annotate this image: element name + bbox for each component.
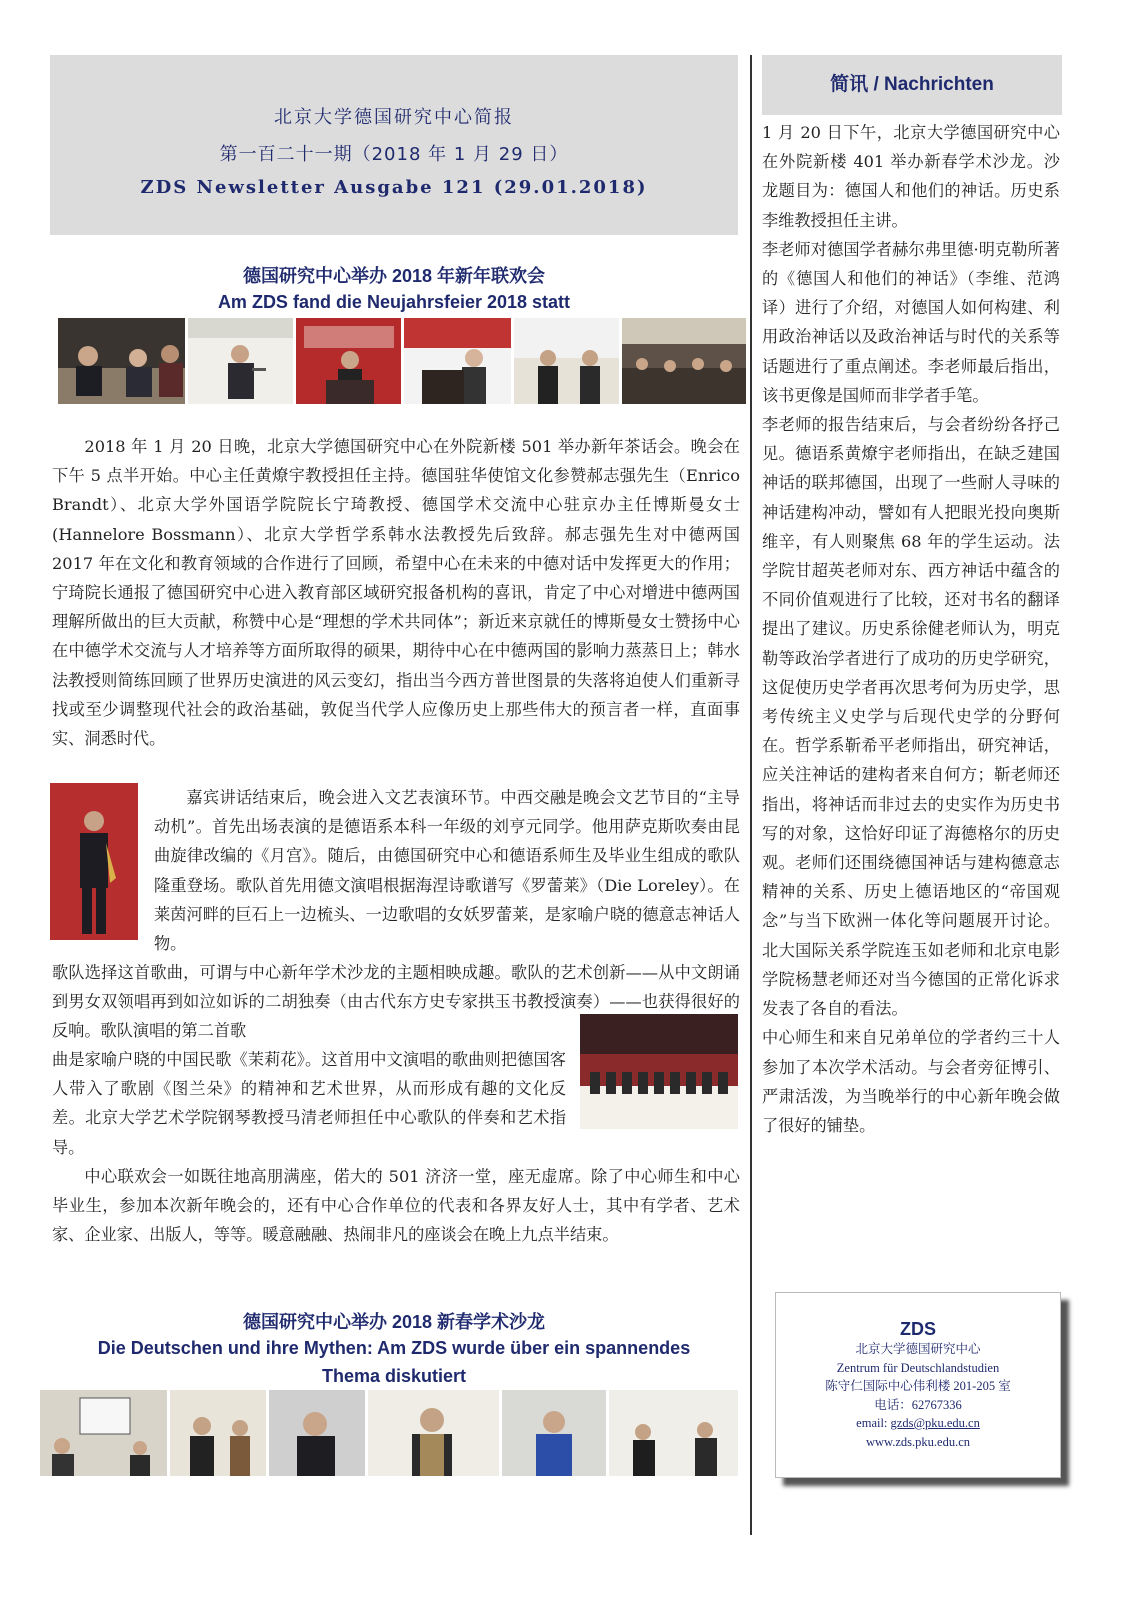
article1-paragraph-1: 2018 年 1 月 20 日晚，北京大学德国研究中心在外院新楼 501 举办新年茶话会。晚会在下午 5 点半开始。中心主任黄燎宇教授担任主持。德国驻华使馆文化参赞郝志强先生（Enrico Brandt）、北京大学外国语学院院长宁琦教授、德国学术交流中心驻京办主任博斯曼女士(Hannelore Bossmann）、北京大学哲学系韩水法教授先后致辞。郝志强先生对中德两国 2017 年在文化和教育领域的合作进行了回顾，希望中心在未来的中德对话中发挥更大的作用；宁琦院长通报了德国研究中心进入教育部区域研究报备机构的喜讯，肯定了中心对增进中德两国理解所做出的巨大贡献，称赞中心是“理想的学术共同体”；新近来京就任的博斯曼女士赞扬中心在中德学术交流与人才培养等方面所取得的硕果，期待中心在中德两国的影响力蒸蒸日上；韩水法教授则简练回顾了世界历史演进的风云变幻，指出当今西方普世图景的失落将迫使人们重新寻找或至少调整现代社会的政治基础，敦促当代学人应像历史上那些伟大的预言者一样，直面事实、洞悉时代。: [52, 437, 740, 749]
contact-address: 陈守仁国际中心伟利楼 201-205 室: [825, 1379, 1011, 1393]
article1-paragraph-3: 中心联欢会一如既往地高朋满座，偌大的 501 济济一堂，座无虚席。除了中心师生和中心毕业生，参加本次新年晚会的，还有中心合作单位的代表和各界友好人士，其中有学者、艺术家、企业家、出版人，等等。暖意融融、热闹非凡的座谈会在晚上九点半结束。: [52, 1167, 740, 1245]
photo-banquet-room: [622, 318, 746, 404]
article2-title-de-line1: Die Deutschen und ihre Mythen: Am ZDS wurde über ein spannendes: [97, 1338, 691, 1358]
sidebar-paragraph: 中心师生和来自兄弟单位的学者约三十人参加了本次学术活动。与会者旁征博引、严肃活泼，为当晚举行的中心新年晚会做了很好的铺垫。: [762, 1028, 1060, 1135]
sidebar-paragraph: 李老师对德国学者赫尔弗里德·明克勒所著的《德国人和他们的神话》（李维、范鸿译）进行了介绍，对德国人如何构建、利用政治神话以及政治神话与时代的关系等话题进行了重点阐述。李老师最后指出，该书更像是国师而非学者手笔。: [762, 239, 1060, 405]
article1-title-de: Am ZDS fand die Neujahrsfeier 2018 statt: [217, 292, 571, 312]
photo-saxophone-player: [50, 783, 138, 940]
contact-email-link[interactable]: gzds@pku.edu.cn: [890, 1416, 980, 1430]
contact-website-link[interactable]: www.zds.pku.edu.cn: [865, 1434, 971, 1449]
column-divider: [750, 55, 752, 1535]
masthead-title-cn: 北京大学德国研究中心简报: [274, 107, 514, 128]
article1-title-cn: 德国研究中心举办 2018 年新年联欢会: [242, 266, 546, 286]
article2-title-cn: 德国研究中心举办 2018 新春学术沙龙: [242, 1312, 546, 1332]
sidebar-paragraph: 李老师的报告结束后，与会者纷纷各抒己见。德语系黄燎宇老师指出，在缺乏建国神话的联邦德国，出现了一些耐人寻味的神话建构冲动，譬如有人把眼光投向奥斯维辛，有人则聚焦 68 年的学生运动。法学院甘超英老师对东、西方神话中蕴含的不同价值观进行了比较，还对书名的翻译提出了建议。历史系徐健老师认为，明克勒等政治学者进行了成功的历史学研究，这促使历史学者再次思考何为历史学，思考传统主义史学与后现代史学的分野何在。哲学系靳希平老师指出，研究神话，应关注神话的建构者来自何方；靳老师还指出，将神话而非过去的史实作为历史书写的对象，这恰好印证了海德格尔的历史观。老师们还围绕德国神话与建构德意志精神的关系、历史上德语地区的“帝国观念”与当下欧洲一体化等问题展开讨论。北大国际关系学院连玉如老师和北京电影学院杨慧老师还对当今德国的正常化诉求发表了各自的看法。: [762, 415, 1060, 1019]
article2-title-de-line2: Thema diskutiert: [321, 1366, 467, 1386]
photo-discussant-blue: [502, 1390, 606, 1476]
contact-card: [775, 1292, 1061, 1478]
newsletter-masthead: [50, 55, 738, 235]
photo-podium-second-speaker: [404, 318, 511, 404]
photo-audience-stage: [514, 318, 619, 404]
sidebar-paragraph: 1 月 20 日下午，北京大学德国研究中心在外院新楼 401 举办新春学术沙龙。沙龙题目为：德国人和他们的神话。历史系李维教授担任主讲。: [762, 123, 1060, 230]
contact-email-label: email:: [856, 1416, 891, 1430]
article1-paragraph-2c: 曲是家喻户晓的中国民歌《茉莉花》。这首用中文演唱的歌曲则把德国客人带入了歌剧《图兰朵》的精神和艺术世界，从而形成有趣的文化反差。北京大学艺术学院钢琴教授马清老师担任中心歌队的伴奏和艺术指导。: [52, 1050, 566, 1157]
sidebar-heading: 简讯 / Nachrichten: [762, 55, 1062, 115]
photo-choir-performance: [580, 1014, 738, 1129]
article2-photo-strip: [40, 1390, 738, 1476]
contact-email-line: [776, 1414, 1060, 1433]
masthead-issue-de: ZDS Newsletter Ausgabe 121 (29.01.2018): [140, 177, 648, 198]
contact-phone: 电话：62767336: [874, 1397, 962, 1412]
photo-discussant-scarf: [368, 1390, 499, 1476]
photo-lecturer-speaking: [269, 1390, 365, 1476]
contact-name-cn: 北京大学德国研究中心: [855, 1342, 981, 1356]
article1-paragraph-2a: 嘉宾讲话结束后，晚会进入文艺表演环节。中西交融是晚会文艺节目的“主导动机”。首先出场表演的是德语系本科一年级的刘亨元同学。他用萨克斯吹奏由昆曲旋律改编的《月宫》。随后，由德国研究中心和德语系师生及毕业生组成的歌队隆重登场。歌队首先用德文演唱根据海涅诗歌谱写《罗蕾莱》（Die Loreley）。在莱茵河畔的巨石上一边梳头、一边歌唱的女妖罗蕾莱，是家喻户晓的德意志神话人物。: [154, 788, 740, 954]
masthead-issue-cn: 第一百二十一期（2018 年 1 月 29 日）: [219, 144, 569, 165]
photo-audience-seated: [609, 1390, 738, 1476]
article1-paragraph-2b: 歌队选择这首歌曲，可谓与中心新年学术沙龙的主题相映成趣。歌队的艺术创新——从中文朗诵到男女双领唱再到如泣如诉的二胡独奏（由古代东方史专家拱玉书教授演奏）——也获得很好的反响。歌队演唱的第二首歌: [52, 963, 740, 1041]
photo-speaker-hall: [188, 318, 293, 404]
photo-podium-speaker: [296, 318, 401, 404]
photo-lecture-screen: [40, 1390, 167, 1476]
photo-dinner-guests: [58, 318, 185, 404]
photo-seminar-participants: [170, 1390, 266, 1476]
sidebar-news-text: [762, 118, 1060, 1140]
contact-name-de: Zentrum für Deutschlandstudien: [836, 1360, 1000, 1375]
article1-photo-strip: [58, 318, 746, 404]
contact-abbr: ZDS: [900, 1319, 936, 1339]
